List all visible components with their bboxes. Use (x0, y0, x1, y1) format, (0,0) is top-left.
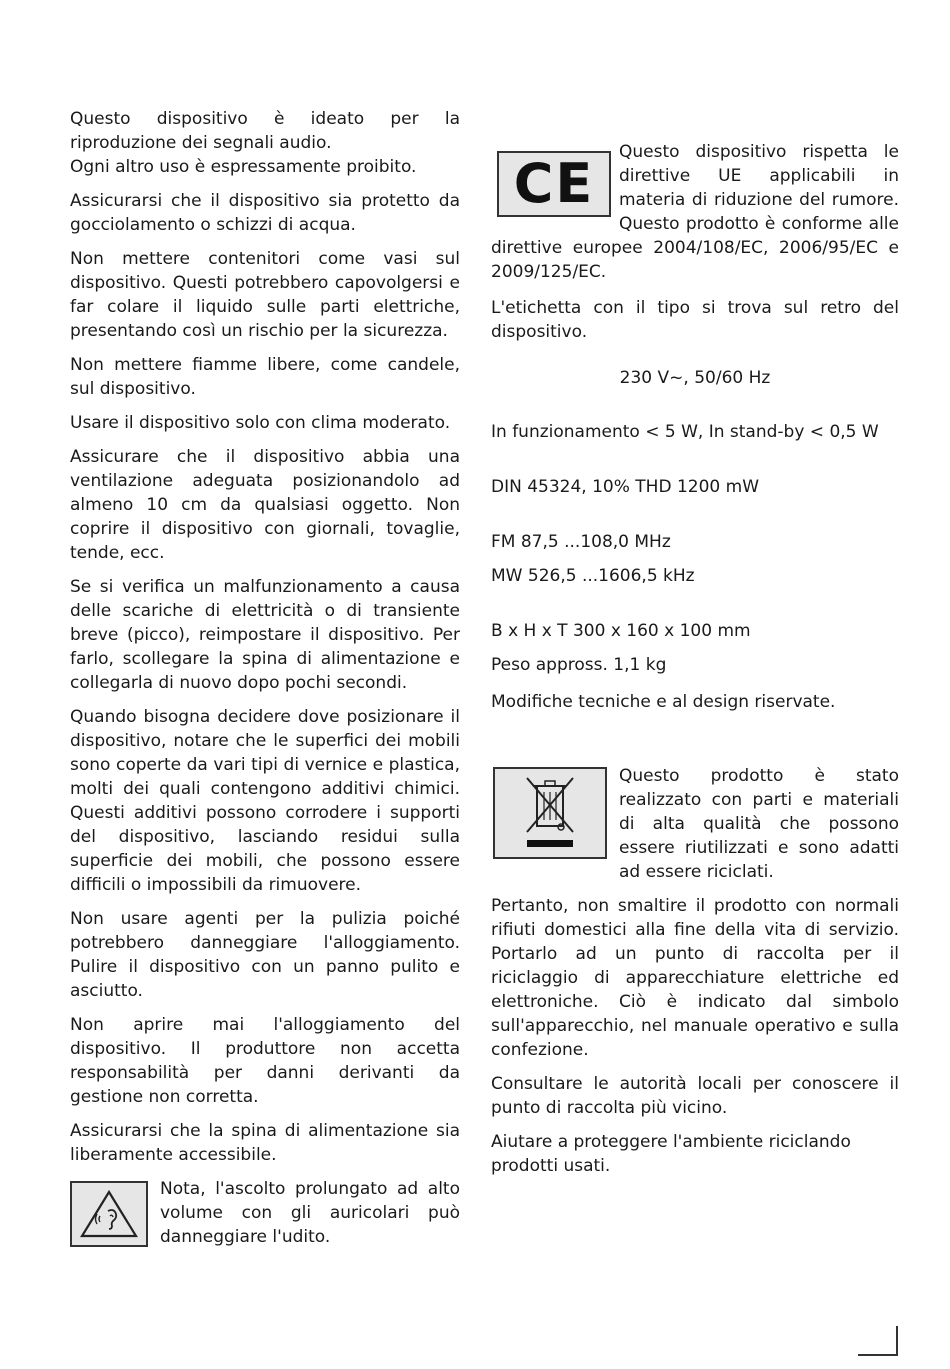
right-column (491, 107, 899, 1188)
plug-access-text: Assicurarsi che la spina di alimentazione sia liberamente accessibile. (70, 1121, 460, 1165)
hearing-warning-icon (70, 1181, 148, 1247)
crossed-bin-icon (493, 767, 607, 859)
recycle-text: Aiutare a proteggere l'ambiente riciclando prodotti usati. (491, 1132, 851, 1176)
weee-text: Questo prodotto è stato realizzato con parti e materiali di alta qualità che possono essere riutilizzati e sono adatti ad essere riciclati. (619, 766, 899, 882)
containers-warning-text: Non mettere contenitori come vasi sul dispositivo. Questi potrebbero capovolgersi e far colare il liquido sulle parti elettriche, presentando così un rischio per la sicurezza. (70, 249, 460, 341)
water-protection-text: Assicurarsi che il dispositivo sia protetto da gocciolamento o schizzi di acqua. (70, 191, 460, 235)
ventilation-text: Assicurare che il dispositivo abbia una ventilazione adeguata posizionandolo ad almeno 10 cm da qualsiasi oggetto. Non coprire il dispositivo con giornali, tovaglie, tende, ecc. (70, 447, 460, 563)
page-corner-mark-vertical (896, 1326, 898, 1356)
modifications-text: Modifiche tecniche e al design riservate. (491, 692, 836, 712)
ce-mark: CE (513, 152, 595, 215)
ce-compliance-text: Questo dispositivo rispetta le direttive UE applicabili in materia di riduzione del rumore. Questo prodotto è conforme alle direttive europee 2004/108/EC, 2006/95/EC e 2009/125/EC. (491, 142, 899, 282)
intended-use-text: Questo dispositivo è ideato per la riproduzione dei segnali audio. (70, 109, 460, 153)
ce-block (491, 107, 899, 294)
mw-spec: MW 526,5 ...1606,5 kHz (491, 566, 695, 586)
weight-spec: Peso appross. 1,1 kg (491, 655, 667, 675)
weee-block (491, 764, 899, 894)
dimensions-spec: B x H x T 300 x 160 x 100 mm (491, 621, 751, 641)
type-label-text: L'etichetta con il tipo si trova sul retro del dispositivo. (491, 298, 899, 342)
disposal-text: Pertanto, non smaltire il prodotto con normali rifiuti domestici alla fine della vita di servizio. Portarlo ad un punto di raccolta per il riciclaggio di apparecchiature elettriche ed elettroniche. Ciò è indicato dal simbolo sull'apparecchio, nel manuale operativo e sulla confezione. (491, 896, 899, 1060)
housing-text: Non aprire mai l'alloggiamento del dispositivo. Il produttore non accetta responsabilità per danni derivanti da gestione non corretta. (70, 1015, 460, 1107)
cleaning-text: Non usare agenti per la pulizia poiché potrebbero danneggiare l'alloggiamento. Pulire il dispositivo con un panno pulito e asciutto. (70, 909, 460, 1001)
open-flames-text: Non mettere fiamme libere, come candele, sul dispositivo. (70, 355, 460, 399)
page-corner-mark (858, 1354, 898, 1356)
hearing-note-block (70, 1177, 460, 1259)
climate-text: Usare il dispositivo solo con clima moderato. (70, 413, 451, 433)
hearing-note-text: Nota, l'ascolto prolungato ad alto volume con gli auricolari può danneggiare l'udito. (160, 1179, 460, 1247)
power-spec: In funzionamento < 5 W, In stand-by < 0,5 W (491, 422, 879, 442)
left-column (70, 107, 460, 1259)
output-spec: DIN 45324, 10% THD 1200 mW (491, 477, 759, 497)
malfunction-text: Se si verifica un malfunzionamento a causa delle scariche di elettricità o di transiente breve (picco), reimpostare il dispositivo. Per farlo, scollegare la spina di alimentazione e collegarla di nuovo dopo pochi secondi. (70, 577, 460, 693)
ce-mark-icon (497, 151, 611, 217)
furniture-surface-text: Quando bisogna decidere dove posizionare il dispositivo, notare che le superfici dei mobili sono coperte da vari tipi di vernice e plastica, molti dei quali contengono additivi chimici. Questi additivi possono corrodere i supporti del dispositivo, lasciando residui sulla superficie dei mobili, che possono essere difficili o impossibili da rimuovere. (70, 707, 460, 895)
fm-spec: FM 87,5 ...108,0 MHz (491, 532, 671, 552)
voltage-spec: 230 V~, 50/60 Hz (619, 368, 771, 388)
authorities-text: Consultare le autorità locali per conoscere il punto di raccolta più vicino. (491, 1074, 899, 1118)
prohibited-use-text: Ogni altro uso è espressamente proibito. (70, 157, 417, 177)
